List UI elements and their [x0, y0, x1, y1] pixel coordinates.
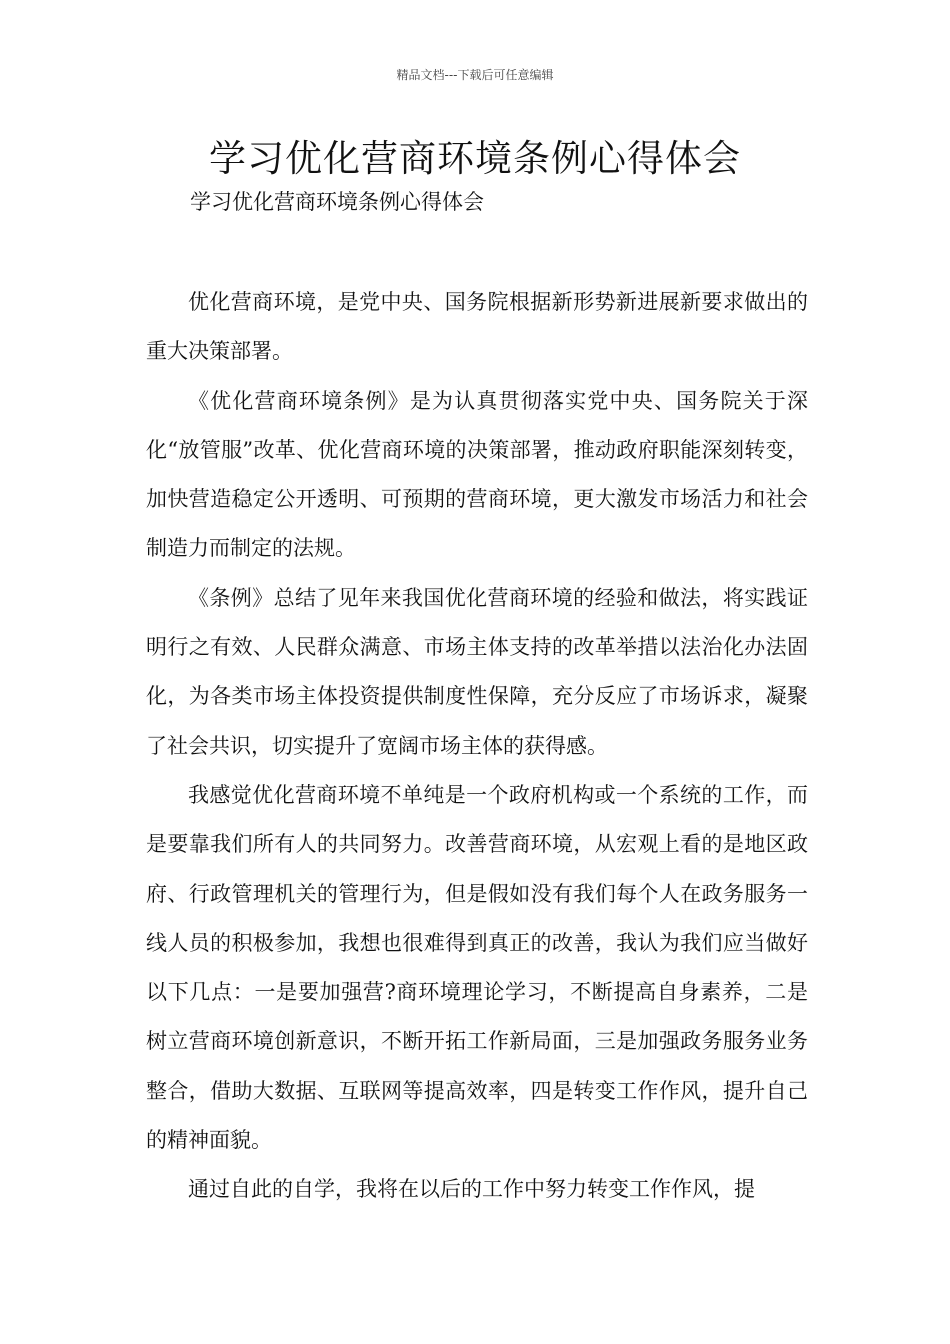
- paragraph-4: 我感觉优化营商环境不单纯是一个政府机构或一个系统的工作，而是要靠我们所有人的共同努力。改善营商环境，从宏观上看的是地区政府、行政管理机关的管理行为，但是假如没有我们每个人在政务服务一线人员的积极参加，我想也很难得到真正的改善，我认为我们应当做好以下几点：一是要加强营?商环境理论学习，不断提高自身素养，二是树立营商环境创新意识，不断开拓工作新局面，三是加强政务服务业务整合，借助大数据、互联网等提高效率，四是转变工作作风，提升自己的精神面貌。: [146, 782, 808, 1153]
- paragraph-5: 通过自此的自学，我将在以后的工作中努力转变工作作风，提: [188, 1177, 755, 1202]
- paragraph-3: 《条例》总结了见年来我国优化营商环境的经验和做法，将实践证明行之有效、人民群众满意、市场主体支持的改革举措以法治化办法固化，为各类市场主体投资提供制度性保障，充分反应了市场诉求，凝聚了社会共识，切实提升了宽阔市场主体的获得感。: [146, 585, 808, 758]
- document-body: [146, 278, 808, 1215]
- page-header-note: 精品文档---下载后可任意编辑: [396, 68, 554, 82]
- paragraph-1: 优化营商环境，是党中央、国务院根据新形势新进展新要求做出的重大决策部署。: [146, 290, 808, 364]
- document-title: 学习优化营商环境条例心得体会: [209, 137, 741, 180]
- document-subtitle: 学习优化营商环境条例心得体会: [190, 190, 484, 214]
- paragraph-2: 《优化营商环境条例》是为认真贯彻落实党中央、国务院关于深化“放管服”改革、优化营商环境的决策部署，推动政府职能深刻转变，加快营造稳定公开透明、可预期的营商环境，更大激发市场活力和社会制造力而制定的法规。: [146, 388, 808, 561]
